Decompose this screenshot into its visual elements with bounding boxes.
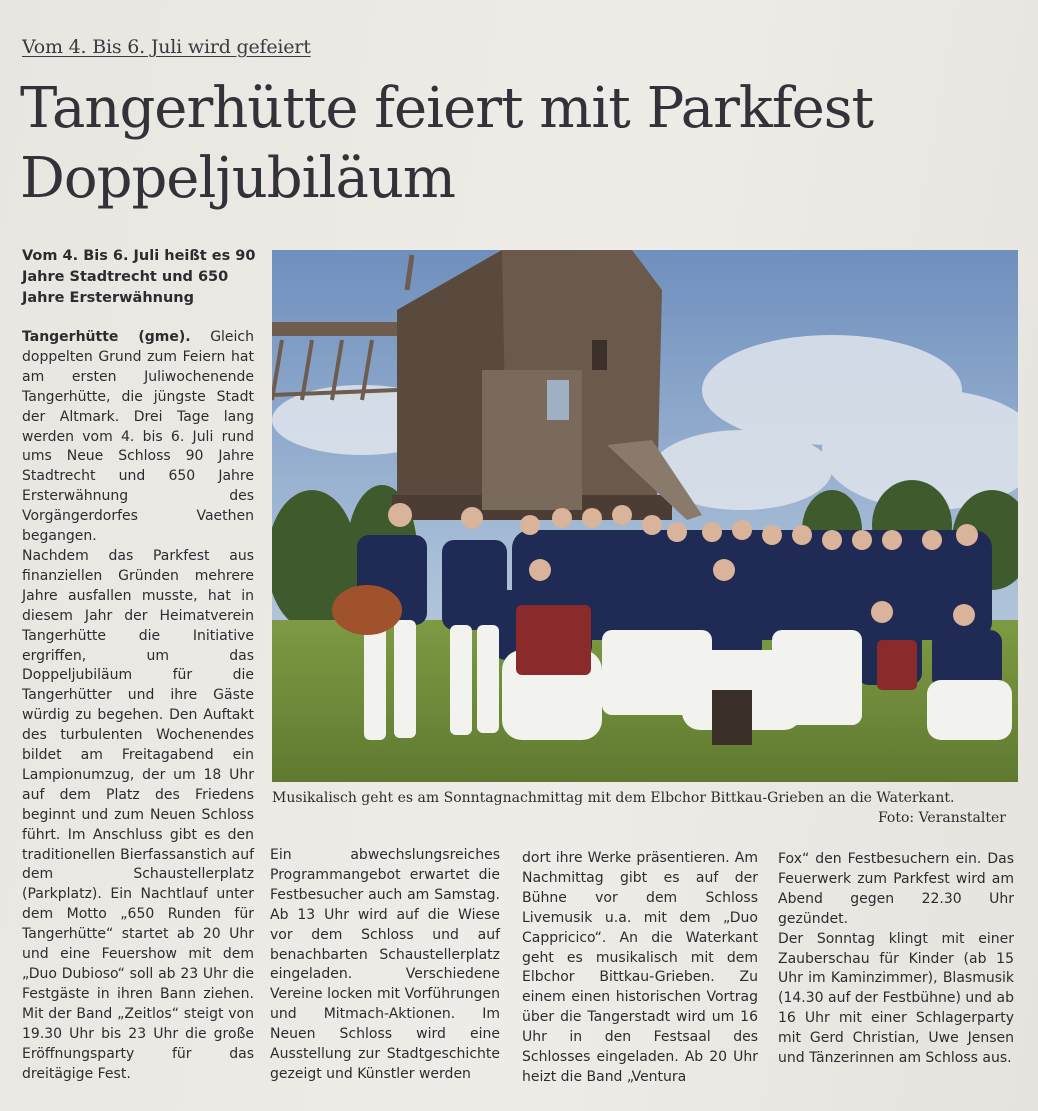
article-column-1 [22,328,254,1084]
article-dateline: Tangerhütte (gme). [22,329,191,345]
article-headline: Tangerhütte feiert mit Parkfest Doppeljubiläum [20,76,873,211]
paragraph [22,328,254,547]
paragraph-text: Gleich doppelten Grund zum Feiern hat am ersten Juliwochenende Tangerhütte, die jüngste Stadt der Altmark. Drei Tage lang werden vom 4. bis 6. Juli rund ums Neue Schloss 90 Jahre Stadtrecht und 650 Jahre Ersterwähnung des Vorgängerdorfes Vaethen begangen. [22,329,254,545]
paragraph: Ein abwechslungsreiches Programmangebot erwartet die Festbesucher auch am Samstag. Ab 13 Uhr wird auf die Wiese vor dem Schloss und auf benachbarten Schaustellerplatz eingeladen. Verschiedene Vereine locken mit Vorführungen und Mitmach-Aktionen. Im Neuen Schloss wird eine Ausstellung zur Stadtgeschichte gezeigt und Künstler werden [270,847,500,1082]
article-photo [272,250,1018,782]
paragraph: Der Sonntag klingt mit einer Zauberschau für Kinder (ab 15 Uhr im Kaminzimmer), Blasmusik (14.30 auf der Festbühne) und ab 16 Uhr mit einer Schlagerparty mit Gerd Christian, Uwe Jensen und Tänzerinnen am Schloss aus. [778,930,1014,1067]
photo-credit: Foto: Veranstalter [877,810,1006,826]
choir-windmill-photo [272,250,1018,782]
article-kicker: Vom 4. Bis 6. Juli wird gefeiert [22,36,311,58]
article-column-4 [778,850,1014,1069]
article-column-2 [270,846,500,1085]
paragraph: dort ihre Werke präsentieren. Am Nachmittag gibt es auf der Bühne vor dem Schloss Livemusik u.a. mit dem „Duo Cappricico“. An die Waterkant geht es musikalisch mit dem Elbchor Bittkau-Grieben. Zu einem einen historischen Vortrag über die Tangerstadt wird um 16 Uhr in den Festsaal des Schlosses eingeladen. Ab 20 Uhr heizt die Band „Ventura [522,850,758,1085]
caption-text: Musikalisch geht es am Sonntagnachmittag mit dem Elbchor Bittkau-Grieben an die Waterkant. [272,790,955,806]
photo-caption [272,788,1006,828]
article-deck: Vom 4. Bis 6. Juli heißt es 90 Jahre Stadtrecht und 650 Jahre Ersterwähnung [22,248,256,306]
paragraph: Nachdem das Parkfest aus finanziellen Gründen mehrere Jahre ausfallen musste, hat in diesem Jahr der Heimatverein Tangerhütte die Initiative ergriffen, um das Doppeljubiläum für die Tangerhütter und ihre Gäste würdig zu begehen. Den Auftakt des turbulenten Wochenendes bildet am Freitagabend ein Lampionumzug, der um 18 Uhr auf dem Platz des Friedens beginnt und zum Neuen Schloss führt. Im Anschluss gibt es den traditionellen Bierfassanstich auf dem Schaustellerplatz (Parkplatz). Ein Nachtlauf unter dem Motto „650 Runden für Tangerhütte“ startet ab 20 Uhr und eine Feuershow mit dem „Duo Dubioso“ soll ab 23 Uhr die Festgäste in ihren Bann ziehen. Mit der Band „Zeitlos“ steigt von 19.30 Uhr bis 23 Uhr die große Eröffnungsparty für das dreitägige Fest. [22,547,254,1082]
article-column-3 [522,849,758,1088]
paragraph: Fox“ den Festbesuchern ein. Das Feuerwerk zum Parkfest wird am Abend gegen 22.30 Uhr gezündet. [778,851,1014,927]
